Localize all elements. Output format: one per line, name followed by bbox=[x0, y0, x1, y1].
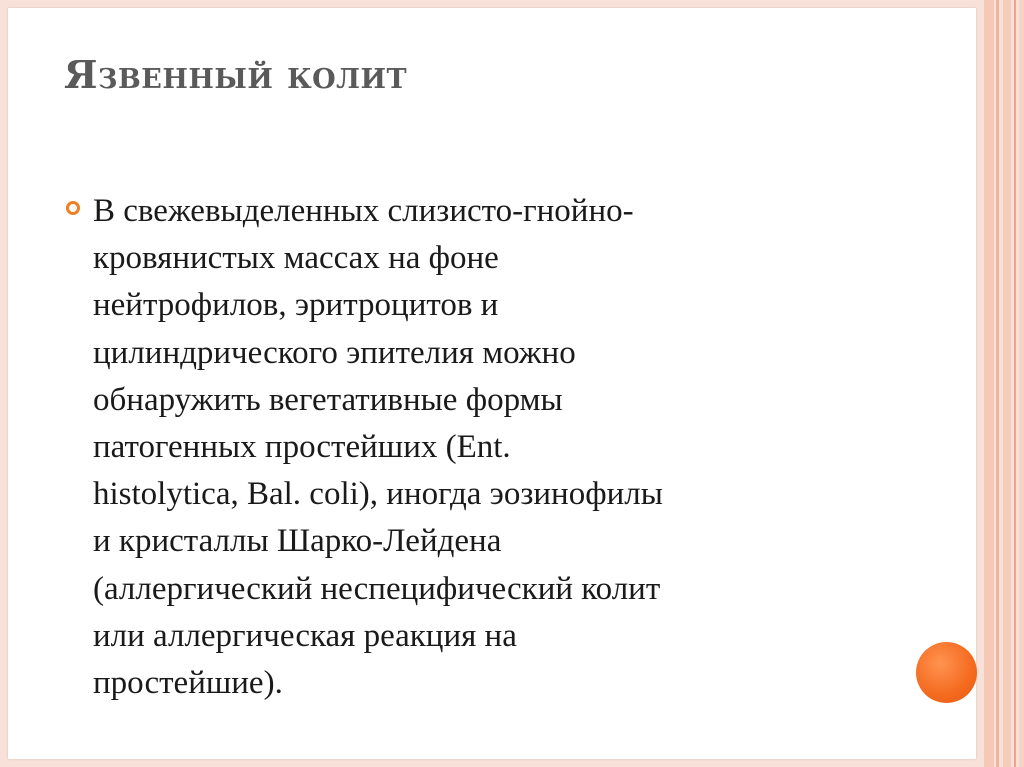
decorative-stripe bbox=[1014, 0, 1016, 767]
text-line: или аллергическая реакция на bbox=[93, 617, 517, 654]
text-line: простейшие). bbox=[93, 665, 283, 702]
text-line: нейтрофилов, эритроцитов и bbox=[93, 287, 499, 324]
orange-circle-decoration bbox=[916, 642, 977, 703]
text-line: (аллергический неспецифический колит bbox=[93, 570, 661, 607]
bullet-ring-icon bbox=[66, 201, 80, 215]
decorative-stripe bbox=[1003, 0, 1011, 767]
text-line: histolytica, Bal. coli), иногда эозинофилы bbox=[93, 476, 663, 513]
bullet-item bbox=[66, 188, 886, 707]
decorative-stripe bbox=[1019, 0, 1024, 767]
text-line: и кристаллы Шарко-Лейдена bbox=[93, 523, 502, 560]
decorative-stripe bbox=[996, 0, 999, 767]
text-line: патогенных простейших (Ent. bbox=[93, 429, 511, 466]
text-line: В свежевыделенных слизисто-гнойно- bbox=[93, 193, 634, 229]
slide-title: Язвенный колит bbox=[64, 52, 408, 97]
text-line: обнаружить вегетативные формы bbox=[93, 381, 563, 418]
body-text bbox=[93, 188, 886, 707]
decorative-stripe bbox=[984, 0, 994, 767]
text-line: кровянистых массах на фоне bbox=[93, 240, 499, 277]
text-line: цилиндрического эпителия можно bbox=[93, 334, 576, 371]
